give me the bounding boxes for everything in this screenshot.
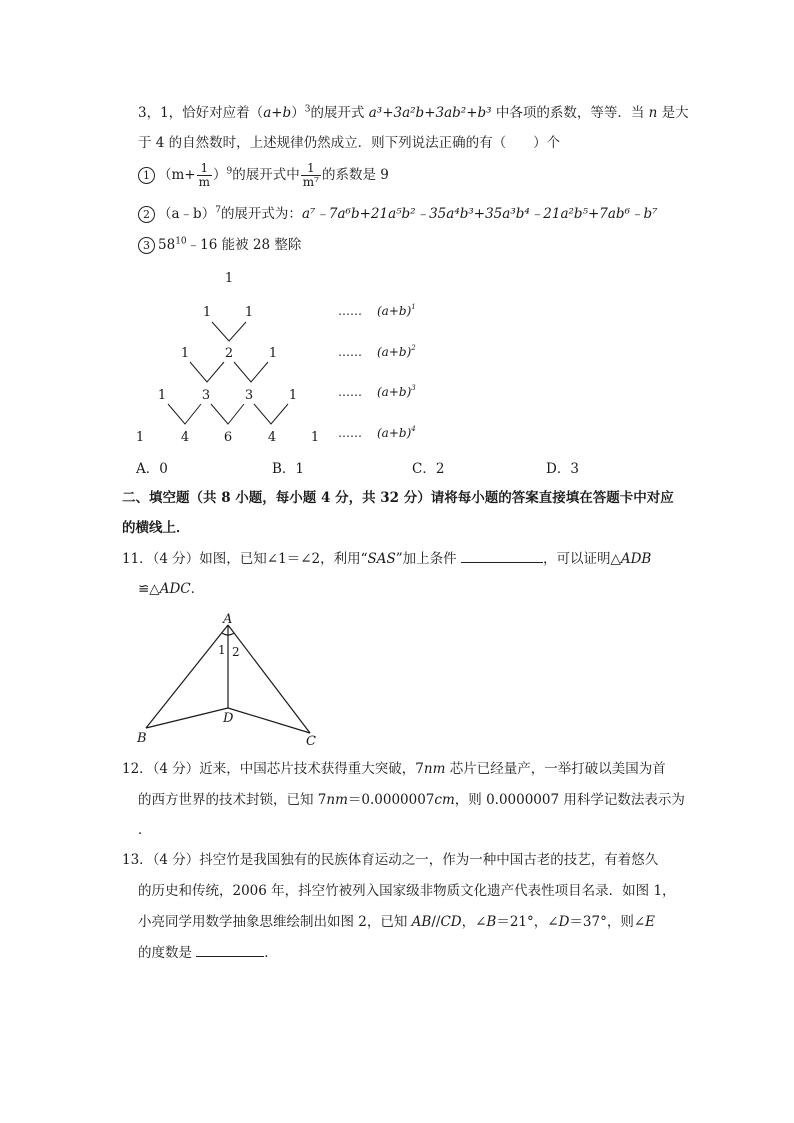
- tri-r4-0: 1: [135, 430, 145, 445]
- q13-text: ＝21°，∠: [496, 914, 559, 930]
- q13-e: E: [645, 914, 656, 930]
- circle-3-icon: 3: [138, 237, 155, 254]
- fraction-numerator: 1: [197, 162, 212, 176]
- q12-nm: nm: [326, 792, 348, 808]
- q12-text: ＝0.0000007: [347, 792, 435, 808]
- fraction-numerator: 1: [301, 162, 321, 176]
- option-b[interactable]: B．1: [272, 461, 305, 477]
- tri-label-exp: 2: [411, 344, 416, 352]
- tri-dots: ……: [338, 304, 362, 318]
- tri-r4-3: 4: [267, 430, 277, 445]
- q12-text: ，则 0.0000007 用科学记数法表示为: [454, 792, 685, 808]
- tri-r4-2: 6: [223, 430, 233, 445]
- q13-text: 的度数是: [138, 945, 197, 961]
- tri-label-exp: 4: [411, 425, 416, 433]
- q11-adc: ADC: [159, 581, 191, 597]
- q12-text: 芯片已经量产，一举打破以美国为首: [445, 761, 666, 777]
- tri-connector: [212, 322, 246, 341]
- angle-2-label: 2: [232, 645, 240, 659]
- tri-r3-3: 1: [288, 388, 298, 403]
- q13-cd: CD: [440, 914, 462, 930]
- q12-line3: ．: [138, 822, 152, 838]
- tri-dots: ……: [338, 345, 362, 359]
- tri-label-exp: 1: [411, 303, 416, 311]
- tri-r3-2: 3: [244, 388, 254, 403]
- tri-connector: [190, 362, 224, 382]
- tri-label-text: (a+b): [377, 385, 412, 399]
- q13-d: D: [558, 914, 570, 930]
- q11-text: 11．（4 分）如图，已知∠1＝∠2，利用“: [122, 551, 368, 567]
- angle-1-label: 1: [218, 643, 226, 657]
- fraction-denominator: m⁷: [302, 175, 319, 189]
- q13-line4: [138, 944, 278, 962]
- tri-connector: [254, 404, 288, 424]
- tri-r1-1: 1: [244, 305, 254, 320]
- q11-text: ．: [190, 581, 205, 597]
- s3-base: 58: [158, 237, 176, 253]
- q10-text: 3，1，恰好对应着（: [138, 105, 264, 121]
- q12-line1: [122, 760, 666, 778]
- option-a[interactable]: A．0: [136, 461, 168, 477]
- tri-label-1: [377, 303, 416, 318]
- q13-ab: AB: [411, 914, 432, 930]
- q12-cm: cm: [434, 792, 455, 808]
- tri-label-3: [377, 384, 416, 399]
- s2-text: （a﹣b）: [158, 206, 216, 222]
- point-a-label: A: [223, 612, 233, 627]
- q10-text: 的展开式: [310, 105, 369, 121]
- s2-expression: a⁷﹣7a⁶b+21a⁵b²﹣35a⁴b³+35a³b⁴﹣21a²b⁵+7ab⁶﹣b⁷: [301, 206, 658, 222]
- tri-connector: [168, 404, 201, 424]
- tri-dots: ……: [338, 385, 362, 399]
- q13-text: ＝37°，则∠: [569, 914, 646, 930]
- q12-text: 的西方世界的技术封锁，已知 7: [138, 792, 327, 808]
- q11-adb: ADB: [620, 551, 652, 567]
- s2-exp: 7: [215, 205, 221, 216]
- tri-r0-0: 1: [224, 271, 234, 286]
- point-b-label: B: [137, 731, 147, 746]
- tri-r3-0: 1: [157, 388, 167, 403]
- q13-line3: [138, 913, 655, 931]
- tri-connector: [211, 404, 244, 424]
- circle-1-icon: 1: [138, 167, 155, 184]
- tri-r4-1: 4: [180, 430, 190, 445]
- tri-label-text: (a+b): [377, 426, 412, 440]
- q13-text: ．: [264, 945, 278, 961]
- option-c[interactable]: C．2: [412, 461, 445, 477]
- q10-expansion: a³+3a²b+3ab²+b³: [368, 105, 492, 121]
- tri-connector: [234, 362, 268, 382]
- tri-label-text: (a+b): [377, 345, 412, 359]
- q13-text: ，∠: [461, 914, 487, 930]
- tri-r2-1: 2: [224, 346, 234, 361]
- q11-text: ”加上条件: [395, 551, 461, 567]
- q11-answer-blank[interactable]: [461, 550, 543, 563]
- tri-dots: ……: [338, 426, 362, 440]
- q10-line2: 于 4 的自然数时，上述规律仍然成立．则下列说法正确的有（ ）个: [138, 135, 561, 151]
- q10-exp: 3: [304, 104, 311, 115]
- q13-line2: 的历史和传统，2006 年，抖空竹被列入国家级非物质文化遗产代表性项目名录．如图 1，: [138, 883, 676, 899]
- tri-r2-2: 1: [268, 346, 278, 361]
- q12-line2: [138, 791, 685, 809]
- q10-text: 是大: [657, 105, 689, 121]
- circle-2-icon: 2: [138, 206, 155, 223]
- q10-text: ）: [291, 105, 305, 121]
- fraction-denominator: m: [198, 175, 211, 189]
- tri-label-text: (a+b): [377, 304, 412, 318]
- s1-exp: 9: [226, 166, 233, 177]
- q11-line1: [122, 550, 651, 568]
- section-2-heading-line2: 的横线上．: [122, 520, 190, 536]
- q11-text: ≌△: [138, 581, 160, 597]
- q11-line2: [138, 580, 204, 598]
- q10-n: n: [648, 105, 658, 121]
- q10-text: 中各项的系数，等等．当: [491, 105, 649, 121]
- q12-nm: nm: [423, 761, 446, 777]
- s3-text: ﹣16 能被 28 整除: [186, 237, 302, 253]
- point-c-label: C: [306, 734, 316, 749]
- tri-r1-0: 1: [202, 305, 212, 320]
- s2-text: 的展开式为：: [220, 206, 302, 222]
- q10-ab: a+b: [263, 105, 292, 121]
- s1-text: ）: [213, 167, 227, 183]
- s1-text: 的系数是 9: [321, 167, 389, 183]
- tri-label-2: [377, 344, 416, 359]
- s3-exp: 10: [175, 236, 187, 247]
- q13-b: B: [486, 914, 497, 930]
- tri-label-exp: 3: [411, 384, 416, 392]
- q11-text: ，可以证明△: [542, 551, 621, 567]
- tri-label-4: [377, 425, 416, 440]
- q13-line1: 13．（4 分）抖空竹是我国独有的民族体育运动之一，作为一种中国古老的技艺，有着悠久: [122, 852, 659, 868]
- point-d-label: D: [223, 711, 234, 726]
- q13-answer-blank[interactable]: [196, 944, 264, 957]
- q11-sas: SAS: [367, 551, 396, 567]
- section-2-heading: 二、填空题（共 8 小题，每小题 4 分，共 32 分）请将每小题的答案直接填在答题卡中对应: [122, 490, 674, 506]
- s1-text: （m+: [158, 167, 196, 183]
- tri-r4-4: 1: [310, 430, 320, 445]
- option-d[interactable]: D．3: [546, 461, 579, 477]
- q13-text: 小亮同学用数学抽象思维绘制出如图 2，已知: [138, 914, 412, 930]
- q12-text: 12．（4 分）近来，中国芯片技术获得重大突破，7: [122, 761, 424, 777]
- s1-text: 的展开式中: [232, 167, 300, 183]
- tri-r3-1: 3: [201, 388, 211, 403]
- tri-r2-0: 1: [180, 346, 190, 361]
- q13-parallel: //: [431, 914, 441, 930]
